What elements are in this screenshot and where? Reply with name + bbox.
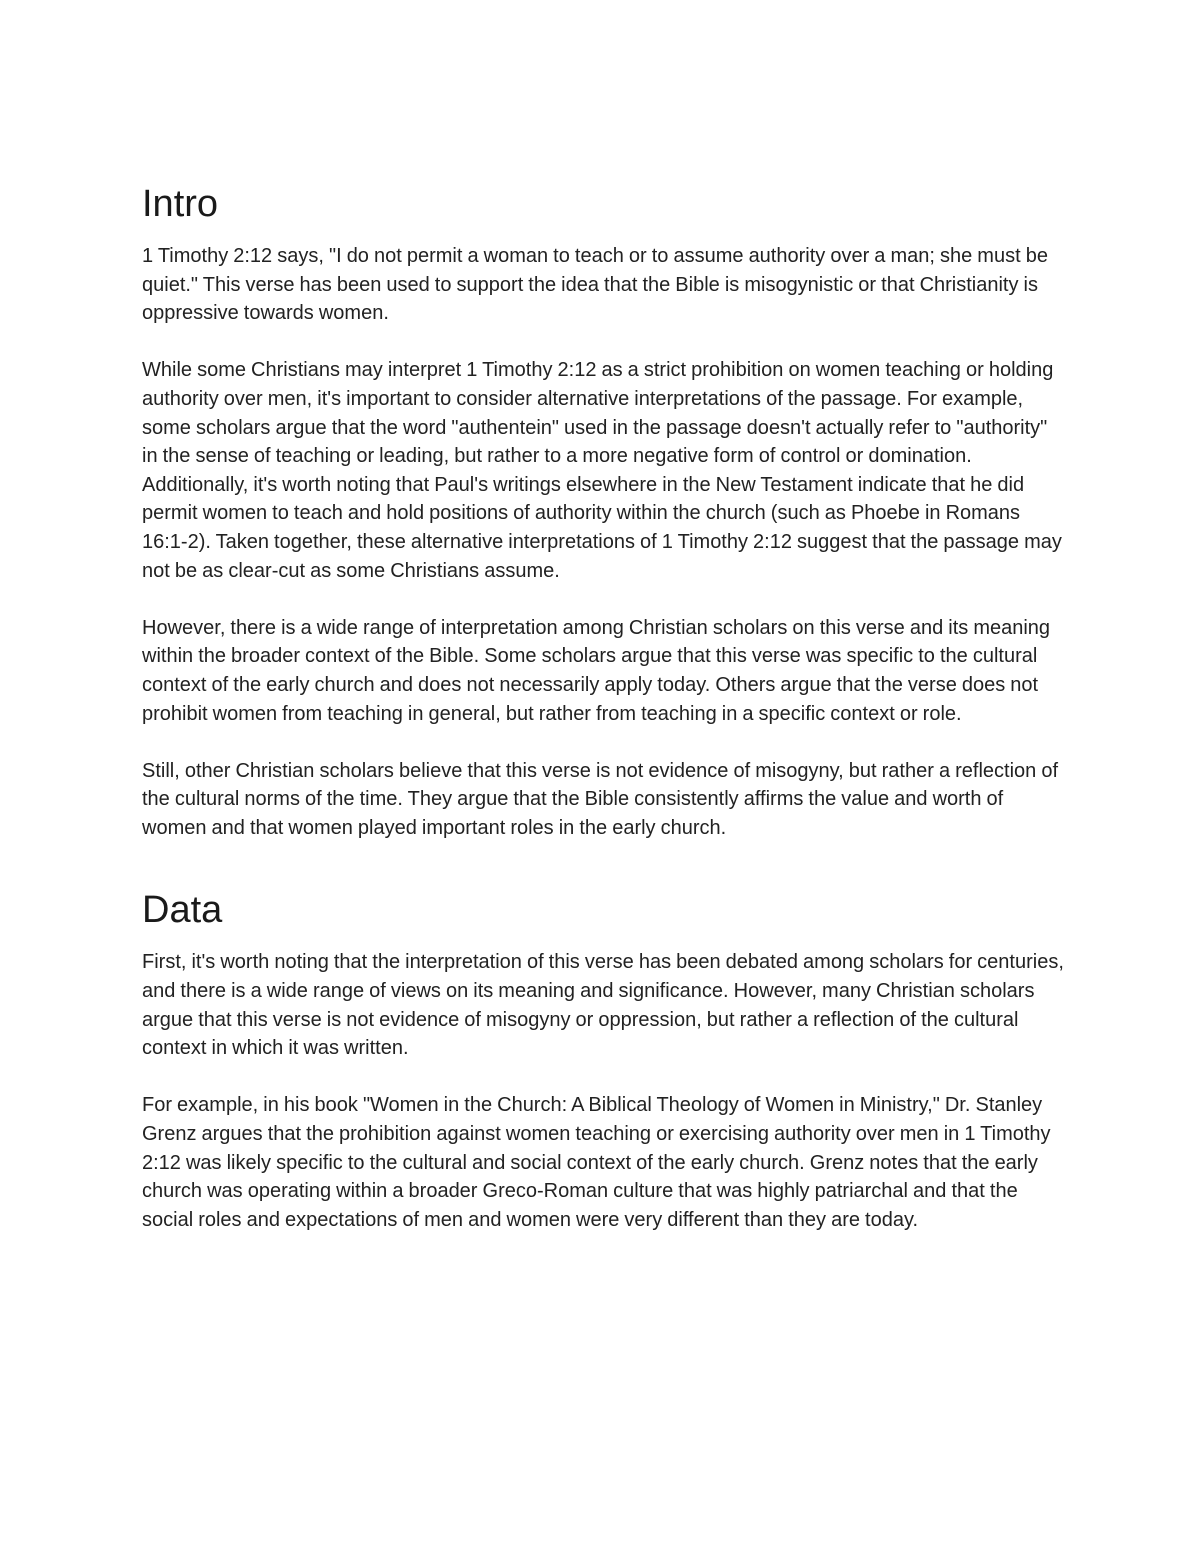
- section-heading-data: Data: [142, 889, 223, 932]
- section-data: [142, 886, 1067, 1234]
- paragraph: While some Christians may interpret 1 Timothy 2:12 as a strict prohibition on women teaching or holding authority over men, it's important to consider alternative interpretations of the passage. For example, some scholars argue that the word "authentein" used in the passage doesn't actually refer to "authority" in the sense of teaching or leading, but rather to a more negative form of control or domination. Additionally, it's worth noting that Paul's writings elsewhere in the New Testament indicate that he did permit women to teach and hold positions of authority within the church (such as Phoebe in Romans 16:1-2). Taken together, these alternative interpretations of 1 Timothy 2:12 suggest that the passage may not be as clear-cut as some Christians assume.: [142, 359, 1062, 582]
- paragraph: 1 Timothy 2:12 says, "I do not permit a woman to teach or to assume authority over a man; she must be quiet." This verse has been used to support the idea that the Bible is misogynistic or that Christianity is oppressive towards women.: [142, 245, 1048, 325]
- document-page: [142, 180, 1067, 1263]
- section-heading-intro: Intro: [142, 183, 219, 225]
- section-intro: [142, 180, 1067, 842]
- paragraph: For example, in his book "Women in the Church: A Biblical Theology of Women in Ministry," Dr. Stanley Grenz argues that the prohibition against women teaching or exercising authority over men in 1 Timothy 2:12 was likely specific to the cultural and social context of the early church. Grenz notes that the early church was operating within a broader Greco-Roman culture that was highly patriarchal and that the social roles and expectations of men and women were very different than they are today.: [142, 1094, 1051, 1231]
- paragraph: First, it's worth noting that the interpretation of this verse has been debated among scholars for centuries, and there is a wide range of views on its meaning and significance. However, many Christian scholars argue that this verse is not evidence of misogyny or oppression, but rather a reflection of the cultural context in which it was written.: [142, 951, 1064, 1060]
- paragraph: However, there is a wide range of interpretation among Christian scholars on this verse and its meaning within the broader context of the Bible. Some scholars argue that this verse was specific to the cultural context of the early church and does not necessarily apply today. Others argue that the verse does not prohibit women from teaching in general, but rather from teaching in a specific context or role.: [142, 616, 1051, 725]
- paragraph: Still, other Christian scholars believe that this verse is not evidence of misogyny, but rather a reflection of the cultural norms of the time. They argue that the Bible consistently affirms the value and worth of women and that women played important roles in the early church.: [142, 759, 1059, 839]
